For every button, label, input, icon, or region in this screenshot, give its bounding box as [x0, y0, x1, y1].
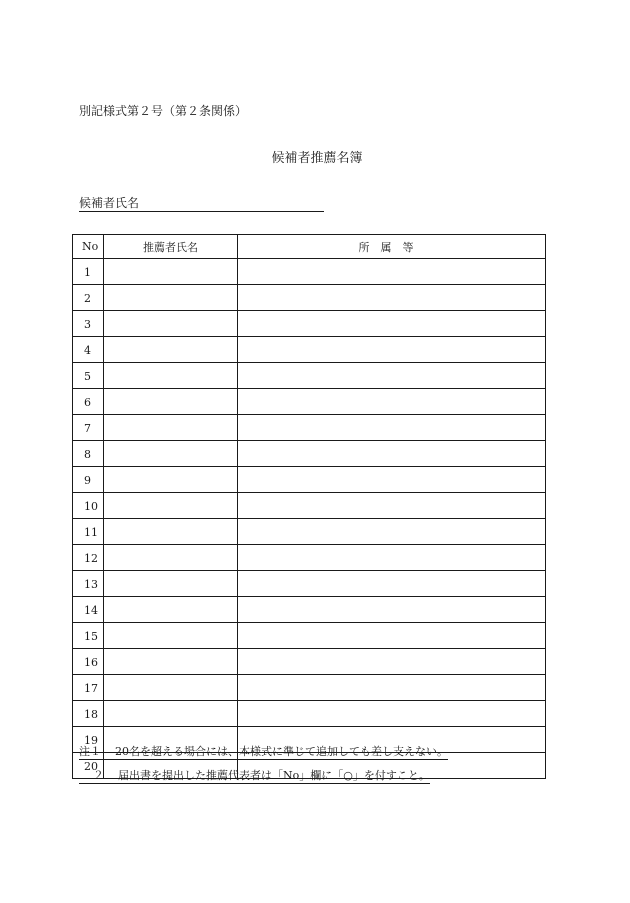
- table-row: [73, 311, 546, 337]
- table-row: [73, 545, 546, 571]
- recommender-name-cell[interactable]: [104, 337, 238, 363]
- row-number: 10: [73, 493, 104, 519]
- affiliation-cell[interactable]: [238, 675, 546, 701]
- recommender-name-cell[interactable]: [104, 623, 238, 649]
- recommender-name-cell[interactable]: [104, 571, 238, 597]
- table-row: [73, 285, 546, 311]
- table-header-row: [73, 235, 546, 259]
- recommender-name-cell[interactable]: [104, 467, 238, 493]
- row-number: 4: [73, 337, 104, 363]
- affiliation-cell[interactable]: [238, 701, 546, 727]
- row-number: 1: [73, 259, 104, 285]
- recommender-name-cell[interactable]: [104, 545, 238, 571]
- table-row: [73, 363, 546, 389]
- row-number: 13: [73, 571, 104, 597]
- table-row: [73, 623, 546, 649]
- table-row: [73, 649, 546, 675]
- row-number: 15: [73, 623, 104, 649]
- table-row: [73, 701, 546, 727]
- recommender-name-cell[interactable]: [104, 259, 238, 285]
- table-row: [73, 597, 546, 623]
- table-row: [73, 441, 546, 467]
- column-header-affiliation: 所属等: [238, 235, 546, 259]
- table-row: [73, 389, 546, 415]
- row-number: 6: [73, 389, 104, 415]
- affiliation-cell[interactable]: [238, 545, 546, 571]
- row-number: 17: [73, 675, 104, 701]
- recommender-name-cell[interactable]: [104, 389, 238, 415]
- column-header-recommender-name: 推薦者氏名: [104, 235, 238, 259]
- table-row: [73, 415, 546, 441]
- row-number: 19: [73, 727, 104, 753]
- table-row: [73, 675, 546, 701]
- document-title: 候補者推薦名簿: [271, 151, 363, 166]
- table-row: [73, 519, 546, 545]
- affiliation-cell[interactable]: [238, 415, 546, 441]
- row-number: 18: [73, 701, 104, 727]
- affiliation-cell[interactable]: [238, 311, 546, 337]
- recommender-name-cell[interactable]: [104, 519, 238, 545]
- note-2-label: ２: [93, 769, 104, 782]
- row-number: 14: [73, 597, 104, 623]
- form-reference: 別記様式第２号（第２条関係）: [79, 104, 248, 118]
- note-1-label: 注１: [79, 745, 101, 758]
- note-2: [79, 768, 430, 784]
- affiliation-cell[interactable]: [238, 441, 546, 467]
- affiliation-cell[interactable]: [238, 597, 546, 623]
- row-number: 3: [73, 311, 104, 337]
- note-2-text: 届出書を提出した推薦代表者は「No」欄に「○」を付すこと。: [118, 769, 430, 782]
- recommender-name-cell[interactable]: [104, 311, 238, 337]
- recommender-table: [72, 234, 546, 779]
- table-row: [73, 259, 546, 285]
- row-number: 12: [73, 545, 104, 571]
- affiliation-cell[interactable]: [238, 285, 546, 311]
- row-number: 5: [73, 363, 104, 389]
- recommender-name-cell[interactable]: [104, 441, 238, 467]
- note-1: [79, 744, 448, 760]
- column-header-no: No: [73, 235, 104, 259]
- row-number: 9: [73, 467, 104, 493]
- candidate-name-field: [79, 196, 324, 212]
- recommender-name-cell[interactable]: [104, 649, 238, 675]
- affiliation-cell[interactable]: [238, 623, 546, 649]
- recommender-name-cell[interactable]: [104, 675, 238, 701]
- recommender-name-cell[interactable]: [104, 415, 238, 441]
- affiliation-cell[interactable]: [238, 493, 546, 519]
- affiliation-cell[interactable]: [238, 389, 546, 415]
- affiliation-cell[interactable]: [238, 519, 546, 545]
- row-number: 20: [73, 753, 104, 779]
- note-1-text: 20名を超える場合には、本様式に準じて追加しても差し支えない。: [115, 745, 448, 758]
- row-number: 7: [73, 415, 104, 441]
- row-number: 11: [73, 519, 104, 545]
- affiliation-cell[interactable]: [238, 649, 546, 675]
- recommender-name-cell[interactable]: [104, 285, 238, 311]
- affiliation-cell[interactable]: [238, 337, 546, 363]
- affiliation-cell[interactable]: [238, 571, 546, 597]
- row-number: 2: [73, 285, 104, 311]
- table-row: [73, 571, 546, 597]
- table-row: [73, 467, 546, 493]
- affiliation-cell[interactable]: [238, 467, 546, 493]
- recommender-name-cell[interactable]: [104, 363, 238, 389]
- affiliation-cell[interactable]: [238, 363, 546, 389]
- recommender-name-cell[interactable]: [104, 597, 238, 623]
- candidate-name-label: 候補者氏名: [79, 196, 140, 210]
- row-number: 8: [73, 441, 104, 467]
- affiliation-cell[interactable]: [238, 259, 546, 285]
- recommender-name-cell[interactable]: [104, 701, 238, 727]
- table-row: [73, 493, 546, 519]
- table-row: [73, 337, 546, 363]
- row-number: 16: [73, 649, 104, 675]
- recommender-name-cell[interactable]: [104, 493, 238, 519]
